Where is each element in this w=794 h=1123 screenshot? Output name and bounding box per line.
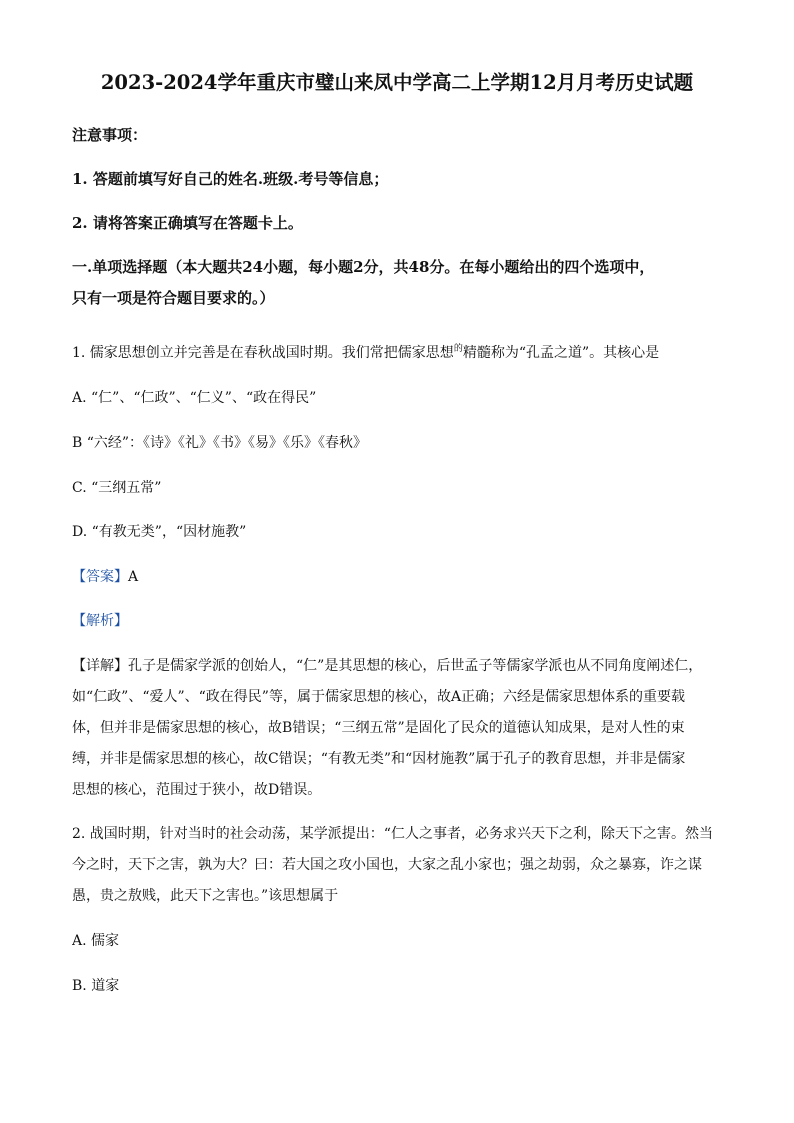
question-2-stem-line-2: 今之时，天下之害，孰为大？曰：若大国之攻小国也，大家之乱小家也；强之劫弱，众之暴寡，诈之谋 [72,857,702,873]
question-2-stem-line-3: 愚，贵之敖贱，此天下之害也。”该思想属于 [72,888,339,904]
question-1-detail-line-2: 如“仁政”、“爱人”、“政在得民”等，属于儒家思想的核心，故A正确；六经是儒家思想体系的重要载 [72,689,686,705]
question-1-detail-line-3: 体，但并非是儒家思想的核心，故B错误；“三纲五常”是固化了民众的道德认知成果，是对人性的束 [72,720,685,736]
question-1-detail-line-4: 缚，并非是儒家思想的核心，故C错误；“有教无类”和“因材施教”属于孔子的教育思想，并非是儒家 [72,751,686,767]
notice-item-1: 1. 答题前填写好自己的姓名.班级.考号等信息； [72,170,389,188]
question-1-option-d: D. “有教无类”，“因材施教” [72,524,247,540]
analysis-tag: 【解析】 [72,613,128,629]
notice-heading: 注意事项： [72,126,148,144]
question-1-detail-line-1 [72,655,722,675]
page-title: 2023-2024学年重庆市璧山来凤中学高二上学期12月月考历史试题 [100,71,694,94]
question-1-stem-before: 1. 儒家思想创立并完善是在春秋战国时期。我们常把儒家思想 [72,345,454,361]
question-2-option-b: B. 道家 [72,978,120,994]
question-1-detail-line-5: 思想的核心，范围过于狭小，故D错误。 [72,782,322,798]
question-1-answer [72,566,722,586]
question-2-option-a: A. 儒家 [72,933,120,949]
question-2-stem-line-1: 2. 战国时期，针对当时的社会动荡，某学派提出：“仁人之事者，必务求兴天下之利，除天下之害。然当 [72,826,713,842]
detail-tag: 【详解】 [72,658,128,674]
question-1-option-c: C. “三纲五常” [72,480,162,496]
question-1-stem-after: 精髓称为“孔孟之道”。其核心是 [462,345,660,361]
question-1-option-a: A. “仁”、“仁政”、“仁义”、“政在得民” [72,390,317,406]
answer-tag: 【答案】 [72,569,128,585]
section-heading-line-1: 一.单项选择题（本大题共24小题，每小题2分，共48分。在每小题给出的四个选项中， [72,258,655,276]
question-1-option-b: B “六经”：《诗》《礼》《书》《易》《乐》《春秋》 [72,435,368,451]
question-1-stem [72,341,722,362]
answer-value: A [128,569,139,585]
question-1-analysis-tag [72,610,722,630]
question-1-stem-superscript: 的 [453,344,463,354]
detail-text-1: 孔子是儒家学派的创始人，“仁”是其思想的核心，后世孟子等儒家学派也从不同角度阐述仁， [128,658,703,674]
notice-item-2: 2. 请将答案正确填写在答题卡上。 [72,214,303,232]
section-heading-line-2: 只有一项是符合题目要求的。） [72,289,275,307]
